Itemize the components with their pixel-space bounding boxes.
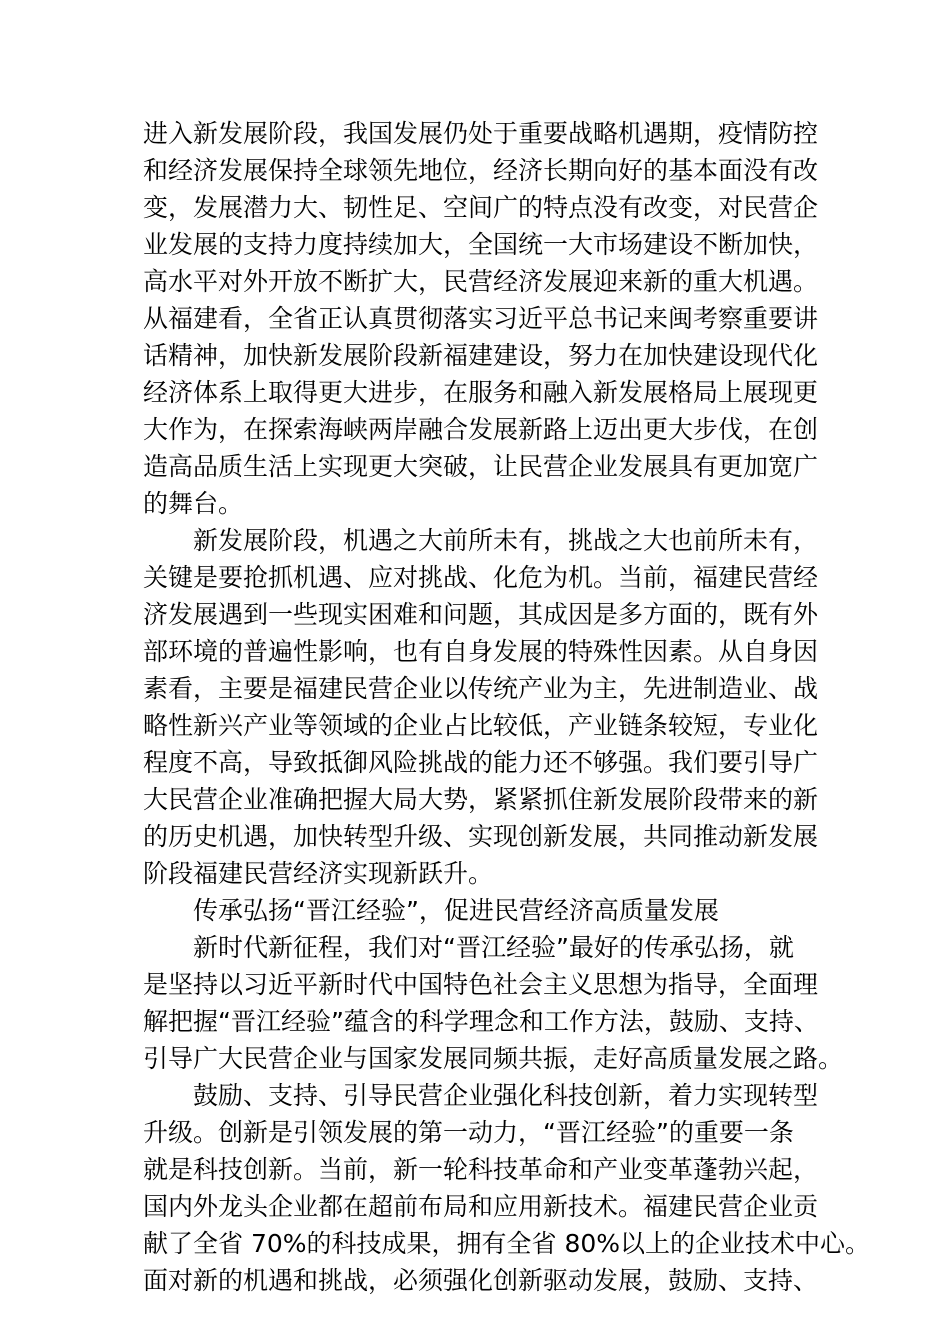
body-text (143, 115, 871, 1299)
text-line: 高水平对外开放不断扩大，民营经济发展迎来新的重大机遇。 (143, 267, 819, 296)
paragraph-start-line: 新发展阶段，机遇之大前所未有，挑战之大也前所未有， (193, 526, 819, 555)
text-line: 升级。创新是引领发展的第一动力，“晋江经验”的重要一条 (143, 1118, 794, 1147)
text-line: 国内外龙头企业都在超前布局和应用新技术。福建民营企业贡 (143, 1192, 819, 1221)
text-line: 关键是要抢抓机遇、应对挑战、化危为机。当前，福建民营经 (143, 563, 819, 592)
text-line: 面对新的机遇和挑战，必须强化创新驱动发展，鼓励、支持、 (143, 1266, 819, 1295)
text-line: 献了全省 70%的科技成果，拥有全省 80%以上的企业技术中心。 (143, 1229, 871, 1258)
text-line: 程度不高，导致抵御风险挑战的能力还不够强。我们要引导广 (143, 748, 819, 777)
text-line: 是坚持以习近平新时代中国特色社会主义思想为指导，全面理 (143, 970, 819, 999)
text-line: 部环境的普遍性影响，也有自身发展的特殊性因素。从自身因 (143, 637, 819, 666)
text-line: 业发展的支持力度持续加大，全国统一大市场建设不断加快， (143, 230, 819, 259)
text-line: 大作为，在探索海峡两岸融合发展新路上迈出更大步伐，在创 (143, 415, 819, 444)
section-heading: 传承弘扬“晋江经验”，促进民营经济高质量发展 (193, 896, 719, 925)
text-line: 解把握“晋江经验”蕴含的科学理念和工作方法，鼓励、支持、 (143, 1007, 819, 1036)
text-line: 进入新发展阶段，我国发展仍处于重要战略机遇期，疫情防控 (143, 119, 819, 148)
text-line: 阶段福建民营经济实现新跃升。 (143, 859, 494, 888)
text-line: 引导广大民营企业与国家发展同频共振，走好高质量发展之路。 (143, 1044, 844, 1073)
paragraph-start-line: 新时代新征程，我们对“晋江经验”最好的传承弘扬，就 (193, 933, 794, 962)
paragraph-start-line: 鼓励、支持、引导民营企业强化科技创新，着力实现转型 (193, 1081, 819, 1110)
text-line: 的舞台。 (143, 489, 244, 518)
text-line: 从福建看，全省正认真贯彻落实习近平总书记来闽考察重要讲 (143, 304, 819, 333)
text-line: 大民营企业准确把握大局大势，紧紧抓住新发展阶段带来的新 (143, 785, 819, 814)
text-line: 的历史机遇，加快转型升级、实现创新发展，共同推动新发展 (143, 822, 819, 851)
text-line: 素看，主要是福建民营企业以传统产业为主，先进制造业、战 (143, 674, 819, 703)
text-line: 略性新兴产业等领域的企业占比较低，产业链条较短，专业化 (143, 711, 819, 740)
text-line: 经济体系上取得更大进步，在服务和融入新发展格局上展现更 (143, 378, 819, 407)
text-line: 造高品质生活上实现更大突破，让民营企业发展具有更加宽广 (143, 452, 819, 481)
text-line: 和经济发展保持全球领先地位，经济长期向好的基本面没有改 (143, 156, 819, 185)
text-line: 济发展遇到一些现实困难和问题，其成因是多方面的，既有外 (143, 600, 819, 629)
text-line: 话精神，加快新发展阶段新福建建设，努力在加快建设现代化 (143, 341, 819, 370)
text-line: 就是科技创新。当前，新一轮科技革命和产业变革蓬勃兴起， (143, 1155, 819, 1184)
text-line: 变，发展潜力大、韧性足、空间广的特点没有改变，对民营企 (143, 193, 819, 222)
